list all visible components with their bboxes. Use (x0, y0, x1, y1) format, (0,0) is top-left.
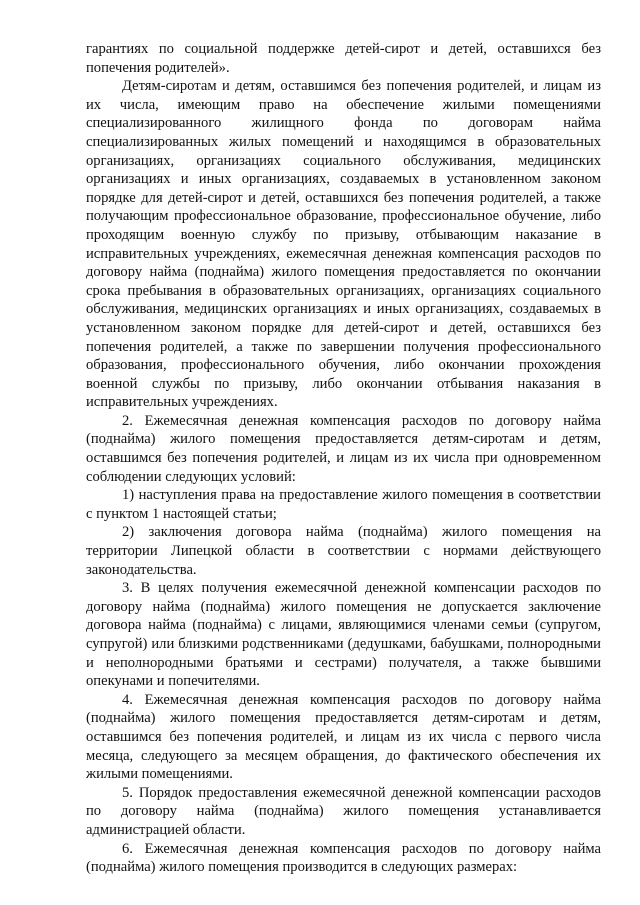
paragraph-item-2: 2. Ежемесячная денежная компенсация расходов по договору найма (поднайма) жилого помещения предоставляется детям-сиротам и детям, оставшимся без попечения родителей, и лицам из их числа при одновременном соблюдении следующих условий: (86, 412, 601, 485)
paragraph-item-6: 6. Ежемесячная денежная компенсация расходов по договору найма (поднайма) жилого помещения производится в следующих размерах: (86, 840, 601, 876)
document-page (86, 40, 601, 877)
paragraph-orphans-compensation: Детям-сиротам и детям, оставшимся без попечения родителей, и лицам из их числа, имеющим право на обеспечение жилыми помещениями специализированного жилищного фонда по договорам найма специализированных жилых помещений и находящимся в образовательных организациях, организациях социального обслуживания, медицинских организациях и иных организациях, создаваемых в установленном законом порядке для детей-сирот и детей, оставшихся без попечения родителей, а также получающим профессиональное образование, профессиональное обучение, либо проходящим военную службу по призыву, отбывающим наказание в исправительных учреждениях, ежемесячная денежная компенсация расходов по договору найма (поднайма) жилого помещения предоставляется по окончании срока пребывания в образовательных организациях, организациях социального обслуживания, медицинских организациях и иных организациях, создаваемых в установленном законом порядке для детей-сирот и детей, оставшихся без попечения родителей, а также по завершении получения профессионального образования, профессионального обучения, либо окончании прохождения военной службы по призыву, либо окончании отбывания наказания в исправительных учреждениях. (86, 78, 601, 411)
paragraph-condition-1: 1) наступления права на предоставление жилого помещения в соответствии с пунктом 1 настоящей статьи; (86, 487, 601, 522)
paragraph-condition-2: 2) заключения договора найма (поднайма) жилого помещения на территории Липецкой области в соответствии с нормами действующего законодательства. (86, 524, 601, 578)
paragraph-item-5: 5. Порядок предоставления ежемесячной денежной компенсации расходов по договору найма (поднайма) жилого помещения устанавливается администрацией области. (86, 784, 601, 838)
paragraph-item-3: 3. В целях получения ежемесячной денежной компенсации расходов по договору найма (поднайма) жилого помещения не допускается заключение договора найма (поднайма) с лицами, являющимися членами семьи (супругом, супругой) или близкими родственниками (дедушками, бабушками, полнородными и неполнородными братьями и сестрами) получателя, а также бывшими опекунами и попечителями. (86, 580, 601, 690)
paragraph-continuation: гарантиях по социальной поддержке детей-сирот и детей, оставшихся без попечения родителей». (86, 41, 601, 76)
paragraph-item-4: 4. Ежемесячная денежная компенсация расходов по договору найма (поднайма) жилого помещения предоставляется детям-сиротам и детям, оставшимся без попечения родителей, и лицам из их числа с первого числа месяца, следующего за месяцем обращения, до фактического обеспечения их жилыми помещениями. (86, 691, 601, 783)
